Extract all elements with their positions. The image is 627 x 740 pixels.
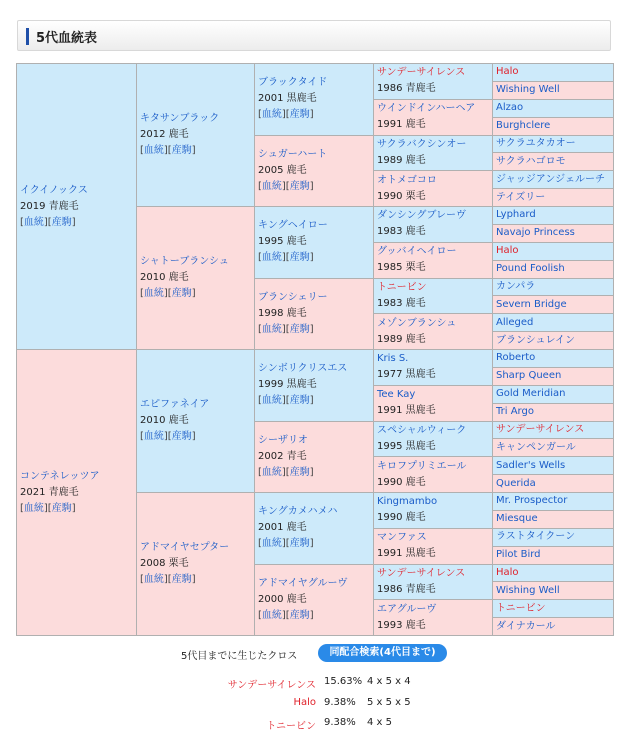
pedigree-cell-gen5 (493, 64, 614, 82)
horse-name-link[interactable]: アドマイヤグルーヴ (258, 577, 348, 589)
pedigree-cell-gen1 (17, 350, 137, 636)
pedigree-cell-gen5 (493, 314, 614, 332)
horse-links: [血統][産駒] (20, 216, 76, 228)
pedigree-cell-gen3 (255, 64, 374, 136)
horse-info: 2021 青鹿毛 (20, 486, 79, 498)
horse-name-link[interactable]: スペシャルウィーク (377, 424, 467, 436)
horse-links: [血統][産駒] (258, 323, 314, 335)
horse-name-link[interactable]: エピファネイア (140, 399, 210, 410)
pedigree-link[interactable]: 血統 (143, 431, 164, 442)
horse-info: 2010 鹿毛 (140, 415, 189, 426)
horse-name-link[interactable]: Halo (496, 245, 519, 257)
horse-links: [血統][産駒] (258, 609, 314, 621)
progeny-link[interactable]: 産駒 (289, 538, 310, 550)
pedigree-cell-gen3 (255, 421, 374, 493)
pedigree-cell-gen2 (137, 64, 255, 207)
pedigree-cell-gen4 (374, 600, 493, 636)
pedigree-link[interactable]: 血統 (143, 288, 164, 299)
pedigree-cell-gen5 (493, 350, 614, 368)
horse-links: [血統][産駒] (258, 180, 314, 192)
progeny-link[interactable]: 産駒 (289, 466, 310, 478)
pedigree-cell-gen5 (493, 600, 614, 618)
horse-name-link[interactable]: Pilot Bird (496, 549, 541, 561)
horse-name-link[interactable]: Navajo Princess (496, 227, 575, 239)
cross-percent: 9.38% (324, 717, 356, 728)
horse-name-link[interactable]: カンパラ (496, 280, 536, 292)
horse-info: 1993 鹿毛 (377, 619, 426, 631)
horse-links: [血統][産駒] (140, 574, 196, 585)
horse-name-link[interactable]: シュガーハート (258, 148, 328, 160)
cross-percent: 15.63% (324, 676, 363, 687)
pedigree-link[interactable]: 血統 (261, 538, 282, 550)
horse-name-link[interactable]: メゾンブランシュ (377, 317, 457, 329)
horse-name-link[interactable]: サクラバクシンオー (377, 138, 467, 150)
horse-links: [血統][産駒] (140, 145, 196, 156)
horse-name-link[interactable]: ブランシェリー (258, 291, 328, 303)
horse-name-link[interactable]: イクイノックス (20, 184, 88, 196)
progeny-link[interactable]: 産駒 (171, 145, 192, 156)
horse-name-link[interactable]: テイズリー (496, 191, 546, 203)
horse-name-link[interactable]: サクラユタカオー (496, 137, 576, 149)
horse-name-link[interactable]: Pound Foolish (496, 263, 565, 275)
horse-name-link[interactable]: Kris S. (377, 353, 409, 365)
horse-name-link[interactable]: キャンペンガール (496, 441, 576, 453)
header-accent-bar (26, 28, 29, 45)
pedigree-cell-gen5 (493, 117, 614, 135)
horse-info: 2001 鹿毛 (258, 522, 307, 534)
horse-info: 1983 鹿毛 (377, 297, 426, 309)
horse-name-link[interactable]: Miesque (496, 513, 538, 525)
horse-info: 1990 鹿毛 (377, 476, 426, 488)
horse-name-link[interactable]: キングカメハメハ (258, 506, 338, 518)
horse-name-link[interactable]: Tee Kay (377, 389, 416, 401)
pedigree-cell-gen5 (493, 421, 614, 439)
pedigree-cell-gen4 (374, 242, 493, 278)
pedigree-cell-gen5 (493, 296, 614, 314)
cross-pattern: 4 x 5 (367, 717, 392, 728)
pedigree-table (16, 63, 614, 636)
horse-name-link[interactable]: サンデーサイレンス (377, 67, 466, 79)
pedigree-cell-gen4 (374, 457, 493, 493)
pedigree-cell-gen2 (137, 350, 255, 493)
pedigree-cell-gen5 (493, 332, 614, 350)
horse-name-link[interactable]: ブラックタイド (258, 77, 328, 89)
horse-links: [血統][産駒] (258, 109, 314, 121)
pedigree-cell-gen3 (255, 278, 374, 350)
pedigree-cell-gen4 (374, 385, 493, 421)
pedigree-cell-gen4 (374, 171, 493, 207)
horse-name-link[interactable]: ジャッジアンジェルーチ (496, 173, 605, 185)
horse-name-link[interactable]: グッバイヘイロー (377, 246, 457, 258)
pedigree-cell-gen4 (374, 278, 493, 314)
pedigree-cell-gen5 (493, 439, 614, 457)
pedigree-cell-gen5 (493, 260, 614, 278)
pedigree-cell-gen4 (374, 528, 493, 564)
pedigree-cell-gen1 (17, 64, 137, 350)
horse-info: 1986 青鹿毛 (377, 83, 436, 95)
cross-row (200, 717, 500, 733)
pedigree-link[interactable]: 血統 (261, 252, 282, 264)
horse-name-link[interactable]: Wishing Well (496, 584, 560, 596)
horse-name-link[interactable]: トニービン (496, 602, 546, 614)
horse-info: 1990 鹿毛 (377, 512, 426, 524)
pedigree-cell-gen4 (374, 350, 493, 386)
horse-links: [血統][産駒] (258, 538, 314, 550)
horse-name-link[interactable]: Burghclere (496, 120, 551, 132)
pedigree-link[interactable]: 血統 (261, 109, 282, 121)
pedigree-cell-gen5 (493, 278, 614, 296)
same-mating-search-button[interactable]: 同配合検索(4代目まで) (318, 644, 447, 662)
pedigree-link[interactable]: 血統 (261, 323, 282, 335)
horse-name-link[interactable]: キタサンブラック (140, 113, 220, 124)
pedigree-cell-gen5 (493, 81, 614, 99)
pedigree-cell-gen4 (374, 99, 493, 135)
horse-info: 1991 黒鹿毛 (377, 548, 436, 560)
cross-percent: 9.38% (324, 697, 356, 708)
horse-name-link[interactable]: トニービン (377, 281, 427, 293)
horse-name-link[interactable]: Sadler's Wells (496, 459, 566, 471)
cross-title: 5代目までに生じたクロス (181, 651, 298, 662)
horse-links: [血統][産駒] (140, 288, 196, 299)
pedigree-cell-gen5 (493, 207, 614, 225)
horse-name-link[interactable]: シャトーブランシュ (140, 256, 229, 267)
progeny-link[interactable]: 産駒 (51, 216, 72, 228)
pedigree-link[interactable]: 血統 (261, 180, 282, 192)
pedigree-cell-gen5 (493, 403, 614, 421)
horse-name-link[interactable]: キングヘイロー (258, 220, 328, 232)
pedigree-cell-gen5 (493, 510, 614, 528)
cross-row (200, 676, 500, 692)
horse-links: [血統][産駒] (20, 502, 76, 514)
horse-info: 2010 鹿毛 (140, 272, 189, 283)
horse-name-link[interactable]: サンデーサイレンス (377, 567, 466, 579)
horse-name-link[interactable]: オトメゴコロ (377, 174, 437, 186)
horse-info: 1995 鹿毛 (258, 236, 307, 248)
horse-info: 2012 鹿毛 (140, 129, 189, 140)
horse-info: 1995 黒鹿毛 (377, 440, 436, 452)
horse-name-link[interactable]: Mr. Prospector (496, 495, 568, 507)
horse-name-link[interactable]: Alleged (496, 316, 534, 328)
horse-name-link[interactable]: Halo (496, 66, 519, 78)
horse-name-link[interactable]: ダンシングブレーヴ (377, 210, 466, 222)
horse-name-link[interactable]: サクラハゴロモ (496, 155, 566, 167)
page-title: 5代血統表 (36, 31, 98, 46)
pedigree-link[interactable]: 血統 (23, 502, 44, 514)
progeny-link[interactable]: 産駒 (171, 431, 192, 442)
horse-links: [血統][産駒] (140, 431, 196, 442)
horse-name-link[interactable]: ダイナカール (496, 620, 556, 632)
pedigree-cell-gen5 (493, 367, 614, 385)
horse-info: 1983 鹿毛 (377, 226, 426, 238)
pedigree-cell-gen4 (374, 135, 493, 171)
horse-name-link[interactable]: ブランシュレイン (496, 334, 576, 346)
horse-name-link[interactable]: Wishing Well (496, 84, 560, 96)
progeny-link[interactable]: 産駒 (289, 252, 310, 264)
horse-info: 2000 鹿毛 (258, 593, 307, 605)
horse-info: 1991 鹿毛 (377, 119, 426, 131)
horse-info: 1985 栗毛 (377, 262, 426, 274)
pedigree-cell-gen3 (255, 493, 374, 565)
pedigree-cell-gen4 (374, 314, 493, 350)
pedigree-cell-gen2 (137, 207, 255, 350)
horse-links: [血統][産駒] (258, 252, 314, 264)
pedigree-cell-gen3 (255, 350, 374, 422)
progeny-link[interactable]: 産駒 (289, 109, 310, 121)
pedigree-cell-gen5 (493, 582, 614, 600)
cross-horse-name[interactable]: サンデーサイレンス (227, 680, 316, 691)
pedigree-cell-gen4 (374, 493, 493, 529)
horse-name-link[interactable]: キロフプリミエール (377, 460, 467, 472)
horse-info: 2001 黒鹿毛 (258, 93, 317, 105)
horse-info: 2002 青毛 (258, 450, 307, 462)
horse-name-link[interactable]: Halo (496, 566, 519, 578)
horse-name-link[interactable]: シンボリクリスエス (258, 363, 348, 375)
horse-info: 1986 青鹿毛 (377, 583, 436, 595)
pedigree-cell-gen5 (493, 171, 614, 189)
cross-pattern: 5 x 5 x 5 (367, 697, 411, 708)
section-header (17, 20, 611, 51)
horse-name-link[interactable]: ウインドインハーヘア (377, 103, 476, 115)
horse-name-link[interactable]: エアグルーヴ (377, 603, 437, 615)
horse-name-link[interactable]: アドマイヤセプター (140, 542, 230, 553)
horse-name-link[interactable]: Roberto (496, 352, 536, 364)
cross-pattern: 4 x 5 x 4 (367, 676, 411, 687)
pedigree-cell-gen5 (493, 153, 614, 171)
horse-name-link[interactable]: ラストタイクーン (496, 531, 576, 543)
horse-info: 1998 鹿毛 (258, 307, 307, 319)
progeny-link[interactable]: 産駒 (171, 574, 192, 585)
pedigree-cell-gen5 (493, 546, 614, 564)
horse-info: 2019 青鹿毛 (20, 200, 79, 212)
horse-name-link[interactable]: Severn Bridge (496, 298, 567, 310)
progeny-link[interactable]: 産駒 (289, 609, 310, 621)
horse-name-link[interactable]: マンファス (377, 532, 427, 544)
pedigree-cell-gen5 (493, 135, 614, 153)
horse-name-link[interactable]: Alzao (496, 102, 524, 114)
progeny-link[interactable]: 産駒 (51, 502, 72, 514)
horse-info: 1989 鹿毛 (377, 154, 426, 166)
pedigree-cell-gen5 (493, 528, 614, 546)
horse-name-link[interactable]: Kingmambo (377, 496, 438, 508)
pedigree-cell-gen4 (374, 207, 493, 243)
pedigree-link[interactable]: 血統 (143, 574, 164, 585)
progeny-link[interactable]: 産駒 (171, 288, 192, 299)
horse-info: 1999 黒鹿毛 (258, 379, 317, 391)
pedigree-link[interactable]: 血統 (23, 216, 44, 228)
progeny-link[interactable]: 産駒 (289, 395, 310, 407)
horse-info: 2005 鹿毛 (258, 164, 307, 176)
horse-info: 1977 黒鹿毛 (377, 369, 436, 381)
pedigree-cell-gen4 (374, 564, 493, 600)
pedigree-cell-gen5 (493, 189, 614, 207)
pedigree-cell-gen3 (255, 564, 374, 636)
pedigree-cell-gen5 (493, 224, 614, 242)
pedigree-link[interactable]: 血統 (261, 466, 282, 478)
pedigree-cell-gen5 (493, 99, 614, 117)
horse-name-link[interactable]: サンデーサイレンス (496, 423, 585, 435)
pedigree-cell-gen4 (374, 421, 493, 457)
pedigree-cell-gen5 (493, 564, 614, 582)
pedigree-cell-gen5 (493, 493, 614, 511)
horse-links: [血統][産駒] (258, 395, 314, 407)
horse-name-link[interactable]: Gold Meridian (496, 388, 566, 400)
pedigree-link[interactable]: 血統 (261, 395, 282, 407)
pedigree-cell-gen2 (137, 493, 255, 636)
pedigree-cell-gen5 (493, 618, 614, 636)
horse-links: [血統][産駒] (258, 466, 314, 478)
horse-info: 1991 黒鹿毛 (377, 405, 436, 417)
horse-info: 1990 栗毛 (377, 190, 426, 202)
pedigree-cell-gen5 (493, 242, 614, 260)
horse-name-link[interactable]: Sharp Queen (496, 370, 562, 382)
cross-row (200, 697, 500, 713)
progeny-link[interactable]: 産駒 (289, 180, 310, 192)
pedigree-cell-gen3 (255, 135, 374, 207)
pedigree-cell-gen4 (374, 64, 493, 100)
pedigree-cell-gen5 (493, 475, 614, 493)
horse-name-link[interactable]: Tri Argo (496, 406, 534, 418)
cross-horse-name[interactable]: トニービン (266, 721, 316, 732)
progeny-link[interactable]: 産駒 (289, 323, 310, 335)
pedigree-cell-gen5 (493, 385, 614, 403)
horse-name-link[interactable]: シーザリオ (258, 434, 308, 446)
pedigree-link[interactable]: 血統 (261, 609, 282, 621)
horse-name-link[interactable]: コンテネレッツア (20, 470, 100, 482)
horse-info: 1989 鹿毛 (377, 333, 426, 345)
horse-name-link[interactable]: Querida (496, 477, 536, 489)
horse-name-link[interactable]: Lyphard (496, 209, 536, 221)
pedigree-cell-gen3 (255, 207, 374, 279)
pedigree-cell-gen5 (493, 457, 614, 475)
pedigree-link[interactable]: 血統 (143, 145, 164, 156)
horse-info: 2008 栗毛 (140, 558, 189, 569)
cross-horse-name[interactable]: Halo (293, 697, 316, 708)
